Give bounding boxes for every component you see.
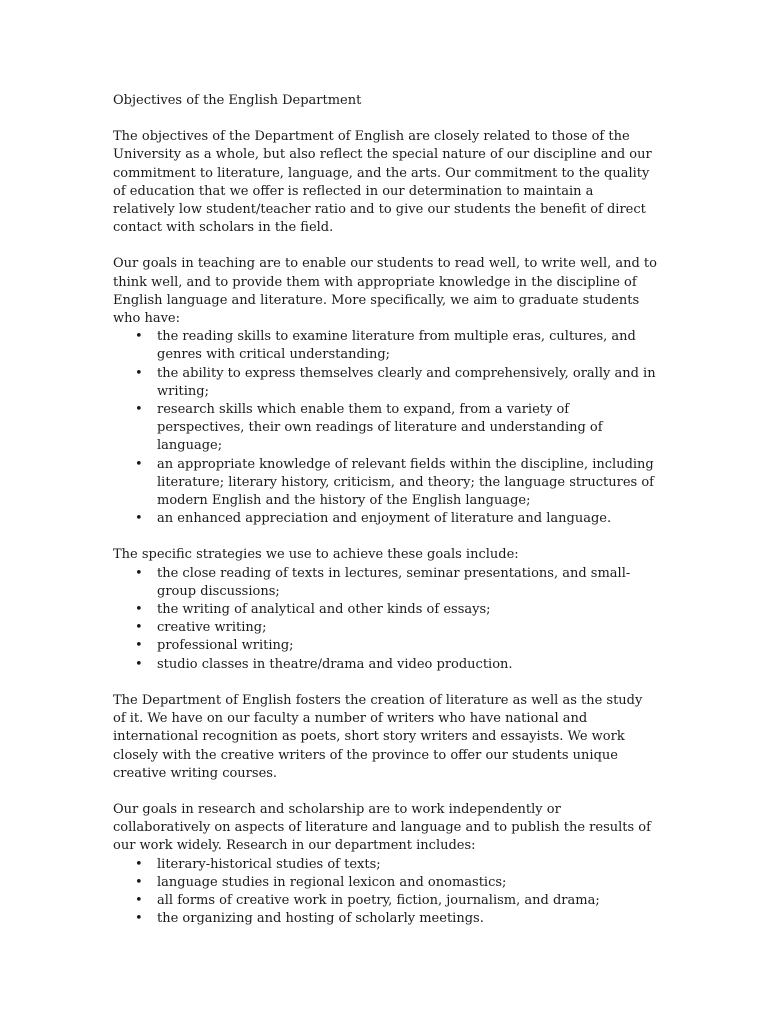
list-item: • studio classes in theatre/drama and video production. [113,656,658,674]
research-lead: Our goals in research and scholarship are to work independently or collaboratively on aspects of literature and language and to publish the results of our work widely. Research in our department includes: [113,801,651,854]
list-item: • the close reading of texts in lectures, seminar presentations, and small-group discussions; [113,565,658,601]
creative-paragraph: The Department of English fosters the creation of literature as well as the study of it. We have on our faculty a number of writers who have national and international recognition as poets, short story writers and essayists. We work closely with the creative writers of the province to offer our students unique creative writing courses. [113,692,643,781]
teaching-section [113,255,658,528]
research-section [113,801,658,928]
research-list [113,856,658,929]
strategies-section [113,546,658,673]
list-item: • an appropriate knowledge of relevant fields within the discipline, including literature; literary history, criticism, and theory; the language structures of modern English and the history of the English language; [113,456,658,511]
list-item: • the writing of analytical and other kinds of essays; [113,601,658,619]
list-item: • professional writing; [113,637,658,655]
document-title: Objectives of the English Department [113,93,362,108]
document-page [113,92,658,928]
list-item: • the ability to express themselves clearly and comprehensively, orally and in writing; [113,365,658,401]
list-item: • an enhanced appreciation and enjoyment of literature and language. [113,510,658,528]
list-item: • the reading skills to examine literature from multiple eras, cultures, and genres with critical understanding; [113,328,658,364]
list-item: • all forms of creative work in poetry, fiction, journalism, and drama; [113,892,658,910]
teaching-lead: Our goals in teaching are to enable our students to read well, to write well, and to think well, and to provide them with appropriate knowledge in the discipline of English language and literature. More specifically, we aim to graduate students who have: [113,256,657,327]
strategies-lead: The specific strategies we use to achieve these goals include: [113,547,519,563]
list-item: • literary-historical studies of texts; [113,856,658,874]
list-item: • language studies in regional lexicon and onomastics; [113,874,658,892]
list-item: • research skills which enable them to expand, from a variety of perspectives, their own readings of literature and understanding of language; [113,401,658,456]
teaching-list [113,328,658,528]
list-item: • creative writing; [113,619,658,637]
intro-paragraph: The objectives of the Department of English are closely related to those of the University as a whole, but also reflect the special nature of our discipline and our commitment to literature, language, and the arts. Our commitment to the quality of education that we offer is reflected in our determination to maintain a relatively low student/teacher ratio and to give our students the benefit of direct contact with scholars in the field. [113,129,652,236]
list-item: • the organizing and hosting of scholarly meetings. [113,910,658,928]
strategies-list [113,565,658,674]
